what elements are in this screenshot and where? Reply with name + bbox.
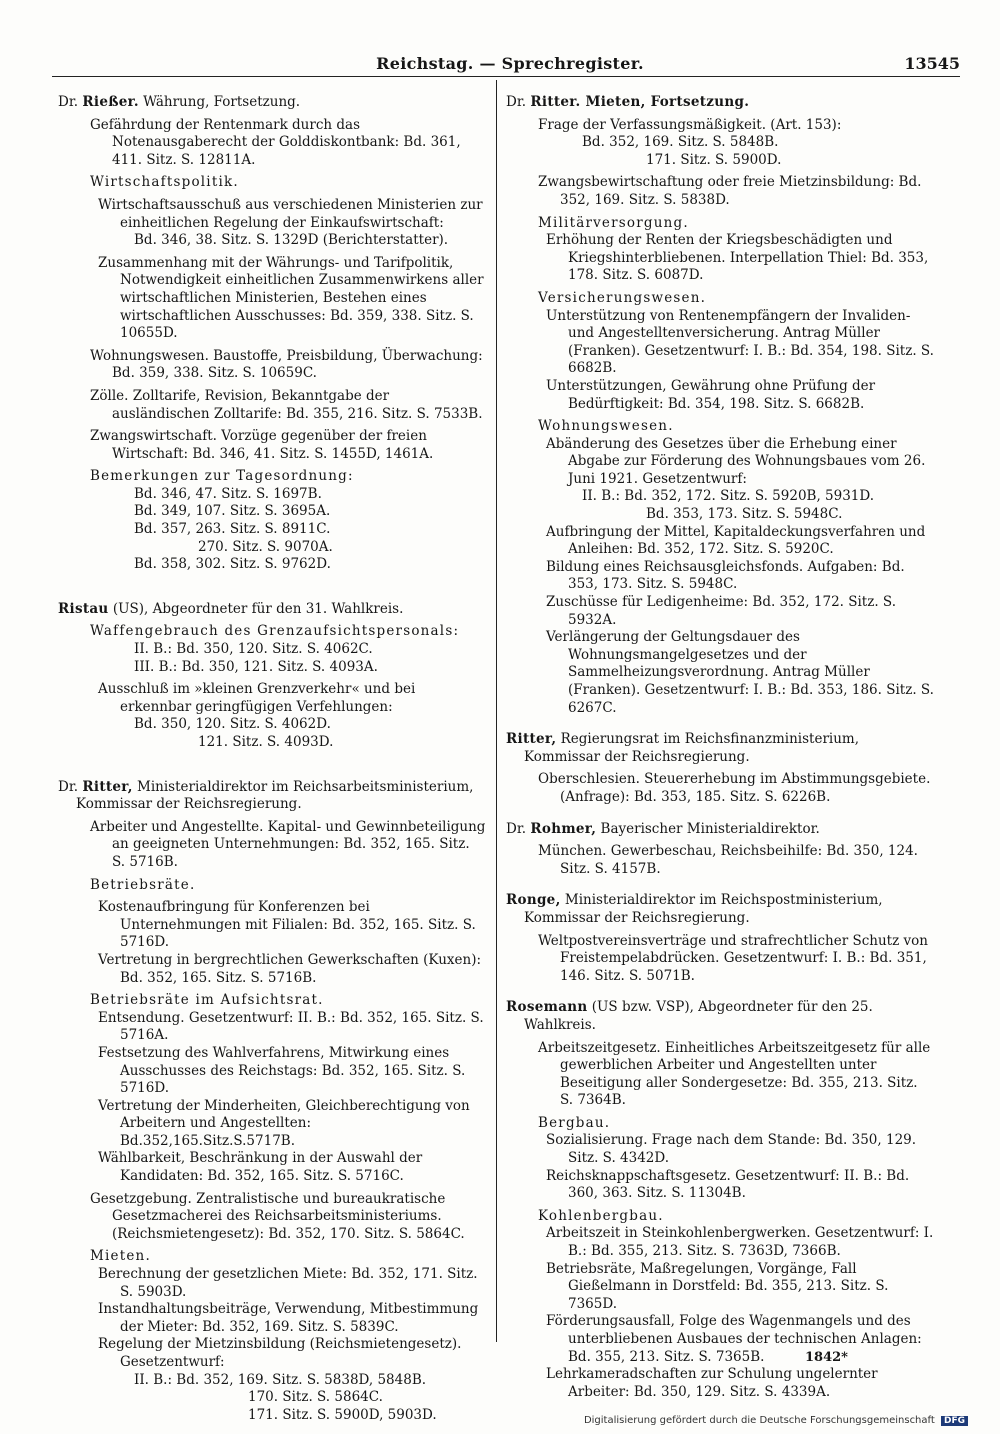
subject-detail: Instandhaltungsbeiträge, Verwendung, Mitbestimmung der Mieter: Bd. 352, 169. Sitz. S. 5839C. xyxy=(98,1301,479,1335)
subject-item: Versicherungswesen. xyxy=(538,289,707,306)
dfg-logo: DFG xyxy=(941,1416,968,1426)
reference: Bd. 353, 173. Sitz. S. 5948C. xyxy=(646,506,843,523)
speaker-name: Ritter. xyxy=(530,94,581,110)
subject-item: Weltpostvereinsverträge und strafrechtlicher Schutz von Freistempelabdrücken. Gesetzentwurf: I. B.: Bd. 351, 146. Sitz. S. 5071B. xyxy=(538,932,928,984)
subject-item: Arbeitszeitgesetz. Einheitliches Arbeitszeitgesetz für alle gewerblichen Arbeiter und Angestellten unter Beseitigung aller Sondergesetze: Bd. 355, 213. Sitz. S. 7364B. xyxy=(538,1039,931,1109)
reference: 170. Sitz. S. 5864C. xyxy=(248,1389,383,1406)
reference: II. B.: Bd. 352, 169. Sitz. S. 5838D, 5848B. xyxy=(134,1371,427,1388)
subject-detail: Erhöhung der Renten der Kriegsbeschädigten und Kriegshinterbliebenen. Interpellation Thiel: Bd. 353, 178. Sitz. S. 6087D. xyxy=(546,232,929,284)
subject-detail: Zusammenhang mit der Währungs- und Tarifpolitik, Notwendigkeit einheitlichen Zusammenwirkens aller wirtschaftlichen Ministerien, Bestehen eines wirtschaftlichen Ausschusses: Bd. 359, 338. Sitz. S. 10655D. xyxy=(98,254,484,342)
speaker-name: Rohmer, xyxy=(530,820,597,837)
speaker-name: Rosemann xyxy=(506,999,588,1016)
reference: 171. Sitz. S. 5900D, 5903D. xyxy=(248,1406,437,1423)
subject-item: Frage der Verfassungsmäßigkeit. (Art. 153): xyxy=(538,116,842,133)
subject-item: Arbeiter und Angestellte. Kapital- und Gewinnbeteiligung an geeigneten Unternehmungen: Bd. 352, 165. Sitz. S. 5716B. xyxy=(90,818,486,870)
reference: II. B.: Bd. 350, 120. Sitz. S. 4062C. xyxy=(134,641,373,658)
subject-item: Wirtschaftspolitik. xyxy=(90,174,239,191)
subject-item: Betriebsräte im Aufsichtsrat. xyxy=(90,992,324,1009)
subject-item: Zwangswirtschaft. Vorzüge gegenüber der freien Wirtschaft: Bd. 346, 41. Sitz. S. 1455D, 1461A. xyxy=(90,428,434,462)
speaker-name: Rießer. xyxy=(82,94,139,110)
entry-heading: Ristau (US), Abgeordneter für den 31. Wahlkreis. xyxy=(58,600,404,617)
subject-detail: Verlängerung der Geltungsdauer des Wohnungsmangelgesetzes und der Sammelheizungsverordnung. Antrag Müller (Franken). Gesetzentwurf: I. B.: Bd. 353, 186. Sitz. S. 6267C. xyxy=(546,629,934,716)
reference: 121. Sitz. S. 4093D. xyxy=(198,734,334,750)
subject-detail: Unterstützung von Rentenempfängern der Invaliden- und Angestelltenversicherung. Antrag Müller (Franken). Gesetzentwurf: I. B.: Bd. 354, 198. Sitz. S. 6682B. xyxy=(546,307,934,377)
subject-detail: Ausschluß im »kleinen Grenzverkehr« und bei erkennbar geringfügigen Verfehlungen: xyxy=(98,681,416,715)
subject-detail: Reichsknappschaftsgesetz. Gesetzentwurf: II. B.: Bd. 360, 363. Sitz. S. 11304B. xyxy=(546,1167,910,1202)
entry-heading: Dr. Rohmer, Bayerischer Ministerialdirektor. xyxy=(506,820,820,837)
subject-item: Gefährdung der Rentenmark durch das Notenausgaberecht der Golddiskontbank: Bd. 361, 411. Sitz. S. 12811A. xyxy=(90,116,461,168)
subject-detail: Aufbringung der Mittel, Kapitaldeckungsverfahren und Anleihen: Bd. 352, 172. Sitz. S. 5920C. xyxy=(546,523,926,558)
credit-text: Digitalisierung gefördert durch die Deutsche Forschungsgemeinschaft xyxy=(583,1415,935,1426)
entry-heading: Rosemann (US bzw. VSP), Abgeordneter für den 25. Wahlkreis. xyxy=(506,999,873,1033)
reference: Bd. 357, 263. Sitz. S. 8911C. xyxy=(134,521,331,538)
subject-item: Bemerkungen zur Tagesordnung: xyxy=(90,468,354,485)
page-header xyxy=(60,54,960,74)
subject-item: Oberschlesien. Steuererhebung im Abstimmungsgebiete. (Anfrage): Bd. 353, 185. Sitz. S. 6226B. xyxy=(538,771,931,805)
subject-detail: Zuschüsse für Ledigenheime: Bd. 352, 172. Sitz. S. 5932A. xyxy=(546,594,896,628)
speaker-name: Ronge, xyxy=(506,892,561,909)
reference: Bd. 349, 107. Sitz. S. 3695A. xyxy=(134,503,331,520)
reference: II. B.: Bd. 352, 172. Sitz. S. 5920B, 5931D. xyxy=(582,488,875,505)
subject-item: Wohnungswesen. xyxy=(538,418,674,435)
subject-item: Betriebsräte. xyxy=(90,876,196,893)
reference: Bd. 346, 38. Sitz. S. 1329D (Berichterstatter). xyxy=(134,232,449,249)
speaker-name: Ristau xyxy=(58,600,109,617)
reference: Bd. 346, 47. Sitz. S. 1697B. xyxy=(134,485,322,502)
subject-detail: Lehrkameradschaften zur Schulung ungelernter Arbeiter: Bd. 350, 129. Sitz. S. 4339A. xyxy=(546,1366,878,1400)
sheet-signature-mark: 1842* xyxy=(805,1350,848,1365)
entry-heading: Ronge, Ministerialdirektor im Reichspostministerium, Kommissar der Reichsregierung. xyxy=(506,892,883,926)
subject-detail: Abänderung des Gesetzes über die Erhebung einer Abgabe zur Förderung des Wohnungsbaues vom 26. Juni 1921. Gesetzentwurf: xyxy=(546,435,926,487)
subject-detail: Festsetzung des Wahlverfahrens, Mitwirkung eines Ausschusses des Reichstags: Bd. 352, 165. Sitz. S. 5716D. xyxy=(98,1044,466,1097)
subject-item: Waffengebrauch des Grenzaufsichtspersonals: xyxy=(90,623,460,640)
entry-ritter-regierungsrat xyxy=(506,731,934,806)
speaker-name: Ritter, xyxy=(82,778,133,795)
right-column xyxy=(506,94,934,1410)
subject-detail: Arbeitszeit in Steinkohlenbergwerken. Gesetzentwurf: I. B.: Bd. 355, 213. Sitz. S. 7363D, 7366B. xyxy=(546,1225,934,1260)
entry-heading: Dr. Rießer. Währung, Fortsetzung. xyxy=(58,94,301,110)
entry-riesser xyxy=(58,94,486,574)
subject-detail: Bildung eines Reichsausgleichsfonds. Aufgaben: Bd. 353, 173. Sitz. S. 5948C. xyxy=(546,558,905,593)
subject-detail: Wirtschaftsausschuß aus verschiedenen Ministerien zur einheitlichen Regelung der Einkaufswirtschaft: xyxy=(98,196,483,231)
entry-rosemann xyxy=(506,999,934,1401)
subject-item: München. Gewerbeschau, Reichsbeihilfe: Bd. 350, 124. Sitz. S. 4157B. xyxy=(538,843,918,877)
subject-item: Kohlenbergbau. xyxy=(538,1207,664,1224)
entry-ritter xyxy=(58,779,486,1425)
entry-heading: Dr. Ritter, Ministerialdirektor im Reichsarbeitsministerium, Kommissar der Reichsregierung. xyxy=(58,778,474,813)
entry-ristau xyxy=(58,601,486,752)
subject-detail: Sozialisierung. Frage nach dem Stande: Bd. 350, 129. Sitz. S. 4342D. xyxy=(546,1132,917,1167)
entry-heading: Ritter, Regierungsrat im Reichsfinanzministerium, Kommissar der Reichsregierung. xyxy=(506,731,860,765)
subject-detail: Betriebsräte, Maßregelungen, Vorgänge, Fall Gießelmann in Dorstfeld: Bd. 355, 213. Sitz. S. 7365D. xyxy=(546,1260,889,1312)
speaker-name: Ritter, xyxy=(506,731,557,748)
subject-item: Gesetzgebung. Zentralistische und bureaukratische Gesetzmacherei des Reichsarbeitsministeriums. (Reichsmietengesetz): Bd. 352, 170. Sitz. S. 5864C. xyxy=(90,1190,465,1242)
header-rule xyxy=(52,76,960,77)
entry-heading: Dr. Ritter. Mieten, Fortsetzung. xyxy=(506,94,750,110)
column-divider xyxy=(496,80,497,1342)
digitization-credit xyxy=(584,1415,968,1426)
subject-detail: Förderungsausfall, Folge des Wagenmangels und des unterbliebenen Ausbaues der technischen Anlagen: Bd. 355, 213. Sitz. S. 7365B. xyxy=(546,1313,922,1365)
reference: Bd. 350, 120. Sitz. S. 4062D. xyxy=(134,716,331,733)
subject-detail: Wählbarkeit, Beschränkung in der Auswahl der Kandidaten: Bd. 352, 165. Sitz. S. 5716C. xyxy=(98,1150,423,1185)
entry-rohmer xyxy=(506,821,934,879)
subject-detail: Vertretung in bergrechtlichen Gewerkschaften (Kuxen): Bd. 352, 165. Sitz. S. 5716B. xyxy=(98,951,482,986)
reference: 270. Sitz. S. 9070A. xyxy=(198,538,333,555)
reference: III. B.: Bd. 350, 121. Sitz. S. 4093A. xyxy=(134,658,378,675)
entry-ronge xyxy=(506,892,934,985)
reference: 171. Sitz. S. 5900D. xyxy=(646,151,782,168)
subject-item: Mieten. xyxy=(90,1248,151,1265)
subject-item: Militärversorgung. xyxy=(538,214,689,231)
subject-detail: Regelung der Mietzinsbildung (Reichsmietengesetz). Gesetzentwurf: xyxy=(98,1336,462,1370)
page-number: 13545 xyxy=(904,54,960,73)
subject-item: Zölle. Zolltarife, Revision, Bekanntgabe der ausländischen Zolltarife: Bd. 355, 216. Sitz. S. 7533B. xyxy=(90,387,483,422)
subject-detail: Kostenaufbringung für Konferenzen bei Unternehmungen mit Filialen: Bd. 352, 165. Sitz. S. 5716D. xyxy=(98,899,476,951)
subject-detail: Vertretung der Minderheiten, Gleichberechtigung von Arbeitern und Angestellten: Bd.352,165.Sitz.S.5717B. xyxy=(98,1097,470,1149)
entry-ritter-continued xyxy=(506,94,934,717)
subject-item: Wohnungswesen. Baustoffe, Preisbildung, Überwachung: Bd. 359, 338. Sitz. S. 10659C. xyxy=(90,347,483,382)
subject-detail: Unterstützungen, Gewährung ohne Prüfung der Bedürftigkeit: Bd. 354, 198. Sitz. S. 6682B. xyxy=(546,377,876,412)
reference: Bd. 352, 169. Sitz. S. 5848B. xyxy=(582,134,779,151)
subject-item: Zwangsbewirtschaftung oder freie Mietzinsbildung: Bd. 352, 169. Sitz. S. 5838D. xyxy=(538,174,922,208)
subject-item: Bergbau. xyxy=(538,1114,611,1131)
left-column xyxy=(58,94,486,1433)
subject-detail: Berechnung der gesetzlichen Miete: Bd. 352, 171. Sitz. S. 5903D. xyxy=(98,1266,478,1300)
reference: Bd. 358, 302. Sitz. S. 9762D. xyxy=(134,556,331,573)
subject-detail: Entsendung. Gesetzentwurf: II. B.: Bd. 352, 165. Sitz. S. 5716A. xyxy=(98,1009,484,1044)
running-title: Reichstag. — Sprechregister. xyxy=(376,54,644,73)
